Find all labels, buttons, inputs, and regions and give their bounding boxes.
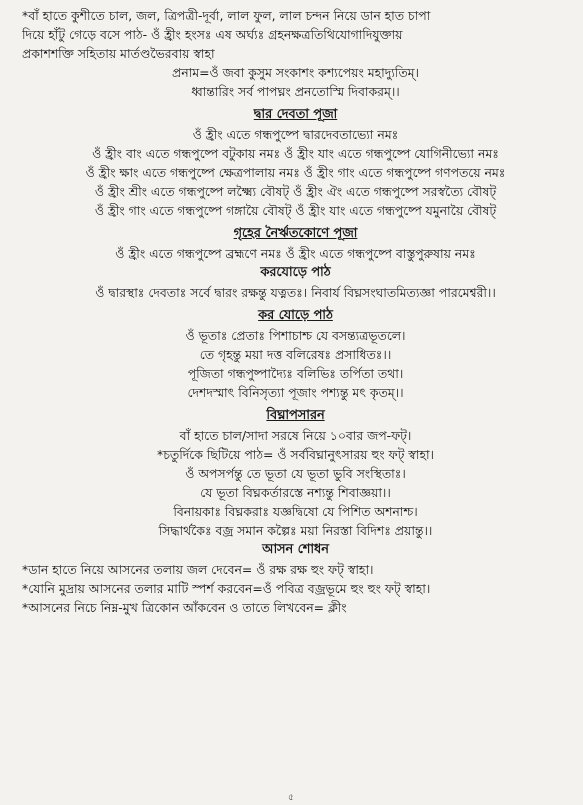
pranam-line-2: ধ্বান্তারিং সর্ব পাপঘ্নং প্রনতোস্মি দিবাকরম্।। xyxy=(191,84,400,99)
dwar-line: ওঁ হ্রীং বাং এতে গন্ধপুষ্পে বটুকায় নমঃ ওঁ হ্রীং যাং এতে গন্ধপুষ্পে যোগিনীভ্যো নমঃ xyxy=(92,146,499,161)
intro-line-2: দিয়ে হাঁটু গেড়ে বসে পাঠ- ওঁ হ্রীং হংসঃ এষ অর্ঘ্যঃ গ্রহনক্ষত্রতিথিযোগাদিযুক্তায় xyxy=(22,27,403,42)
dwar-line: ওঁ হ্রীং এতে গন্ধপুষ্পে দ্বারদেবতাভ্যো নমঃ xyxy=(192,127,399,142)
dwar-line: ওঁ হ্রীং ক্ষাং এতে গন্ধপুষ্পে ক্ষেত্রপালায় নমঃ ওঁ হ্রীং গাং এতে গন্ধপুষ্পে গণপতয়ে নমঃ xyxy=(85,165,506,180)
bighna-line: *চতুর্দিকে ছিটিয়ে পাঠ= ওঁ সর্ববিঘ্নানুৎসারয় হুং ফট্ স্বাহা। xyxy=(157,447,434,462)
bighna-line: যে ভূতা বিঘ্নকর্তারস্তে নশ্যন্তু শিবাজ্ঞয়া।। xyxy=(200,485,391,500)
bighna-line: বিনায়কাঃ বিঘ্নকরাঃ যজ্ঞদ্বিষো যে পিশিত অশনাশ্চ। xyxy=(173,504,418,519)
page-number: ৫ xyxy=(288,793,294,803)
kar-jore-line: ওঁ ভূতাঃ প্রেতাঃ পিশাচাশ্চ যে বসন্ত্যত্রভূতলে। xyxy=(185,328,406,343)
section-heading-dwar: দ্বার দেবতা পূজা xyxy=(253,107,338,122)
section-heading-karjore: করযোড়ে পাঠ xyxy=(260,265,331,280)
asan-line: *ডান হাতে নিয়ে আসনের তলায় জল দেবেন= ওঁ রক্ষ রক্ষ হুং ফট্ স্বাহা। xyxy=(22,562,374,577)
bighna-line: বাঁ হাতে চাল/সাদা সরষে নিয়ে ১০বার জপ-ফট্। xyxy=(179,428,412,443)
asan-line: *যোনি মুদ্রায় আসনের তলার মাটি স্পর্শ করবেন=ওঁ পবিত্র বজ্রভূমে হুং হুং ফট্ স্বাহা। xyxy=(22,581,431,596)
bighna-line: ওঁ অপসর্পন্তু তে ভূতা যে ভূতা ভুবি সংস্থিতাঃ। xyxy=(185,466,406,481)
section-heading-kar-jore: কর যোড়ে পাঠ xyxy=(258,308,333,323)
nairrit-line: ওঁ হ্রীং এতে গন্ধপুষ্পে ব্রহ্মণে নমঃ ওঁ হ্রীং এতে গন্ধপুষ্পে বাস্তুপুরুষায় নমঃ xyxy=(115,246,476,261)
intro-line-1: *বাঁ হাতে কুশীতে চাল, জল, ত্রিপত্রী-দূর্বা, লাল ফুল, লাল চন্দন নিয়ে ডান হাত চাপা xyxy=(22,8,431,23)
dwar-line: ওঁ হ্রীং শ্রীং এতে গন্ধপুষ্পে লক্ষ্ম্যৈ বৌষট্ ওঁ হ্রীং ঐং এতে গন্ধপুষ্পে সরস্বত্যৈ বৌষট্ xyxy=(94,184,497,199)
asan-line: *আসনের নিচে নিম্ন-মুখ ত্রিকোন আঁকবেন ও তাতে লিখবেন= ক্লীং xyxy=(22,600,347,615)
kar-jore-line: দেশদস্মাৎ বিনিসৃত্যা পূজাং পশ্যন্তু মৎ কৃতম্।। xyxy=(187,385,404,400)
dwar-line: ওঁ হ্রীং গাং এতে গন্ধপুষ্পে গঙ্গায়ৈ বৌষট্ ওঁ হ্রীং যাং এতে গন্ধপুষ্পে যমুনায়ৈ বৌষট্ xyxy=(94,203,497,218)
kar-jore-line: পূজিতা গন্ধপুষ্পাদ্যৈঃ বলিভিঃ তর্পিতা তথা। xyxy=(187,366,404,381)
section-heading-asan: আসন শোধন xyxy=(262,542,329,557)
section-heading-bighna: বিঘ্নাপসারন xyxy=(266,408,325,423)
bighna-line: সিদ্ধার্থকৈঃ বজ্র সমান কল্পৈঃ ময়া নিরস্তা বিদিশঃ প্রয়ান্তু।। xyxy=(158,523,433,538)
intro-line-3: প্রকাশশক্তি সহিতায় মার্তণ্ডভৈরবায় স্বাহা xyxy=(22,46,215,61)
karjore-line: ওঁ দ্বারস্থাঃ দেবতাঃ সর্বে দ্বারং রক্ষন্তু যত্নতঃ। নিবার্য বিঘ্নসংঘাতমিত্যজ্ঞা পারমেশ্বরী।। xyxy=(95,285,496,300)
section-heading-nairrit: গৃহের নৈর্ঋতকোণে পূজা xyxy=(233,226,358,241)
kar-jore-line: তে গৃহন্তু ময়া দত্ত বলিরেষঃ প্রসাধিতঃ।। xyxy=(199,347,392,362)
pranam-line-1: প্রনাম=ওঁ জবা কুসুম সংকাশং কশ্যপেয়ং মহাদ্যুতিম্। xyxy=(172,65,419,80)
